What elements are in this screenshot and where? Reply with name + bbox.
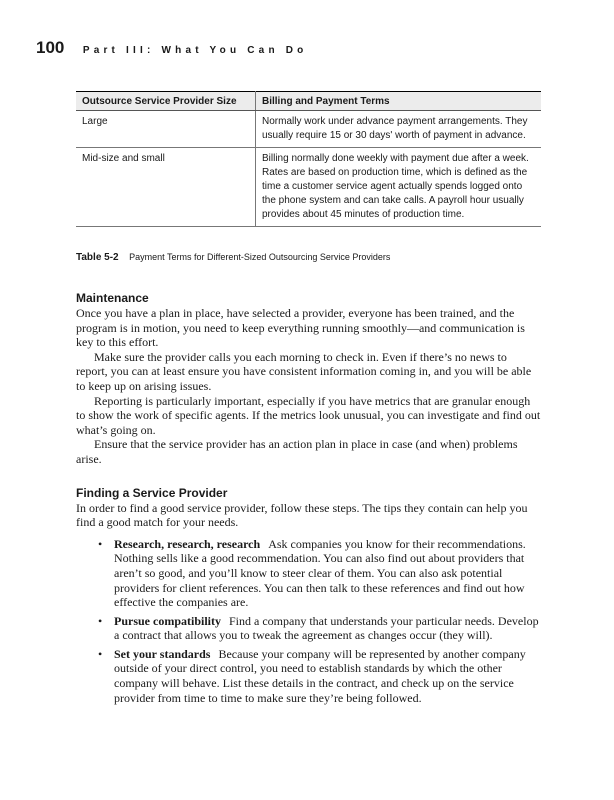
finding-provider-heading: Finding a Service Provider [76, 485, 228, 500]
list-item [98, 536, 541, 610]
table-cell-terms: Billing normally done weekly with payment due after a week. Rates are based on production time, which is defined as the time a customer service agent actually spends logged onto the phone system and can take calls. A payroll hour usually provides about 45 minutes of production time. [256, 148, 542, 227]
table-caption-label: Table 5-2 [76, 252, 119, 263]
table-row [76, 148, 541, 227]
bullet-icon: • [98, 536, 103, 551]
column-header-terms: Billing and Payment Terms [256, 92, 542, 111]
list-item [98, 613, 541, 643]
payment-terms-table [76, 91, 541, 227]
tip-term: Research, research, research [114, 536, 261, 551]
bullet-icon: • [98, 646, 103, 661]
table-row [76, 111, 541, 148]
body-content [76, 290, 541, 709]
tip-text: Ask companies you know for their recommendations. Nothing sells like a good recommendation. You can also find out about providers that aren’t so good, and you’ll know to steer clear of them. You can also ask potential providers for client references. You can then talk to these references and find out how effective the companies are. [114, 536, 526, 610]
table-header-row [76, 92, 541, 111]
tip-text: Because your company will be represented by another company outside of your direct control, you need to establish standards by which the other company will behave. List these details in the contract, and check up on the service provider from time to time to make sure they’re being followed. [114, 646, 526, 705]
tip-term: Set your standards [114, 646, 211, 661]
finding-provider-intro: In order to find a good service provider, follow these steps. The tips they contain can help you find a good match for your needs. [76, 500, 528, 530]
list-item [98, 646, 541, 705]
table-cell-terms: Normally work under advance payment arrangements. They usually require 15 or 30 days' worth of payment in advance. [256, 111, 542, 148]
maintenance-paragraph: Ensure that the service provider has an action plan in place in case (and when) problems arise. [76, 437, 518, 466]
bullet-icon: • [98, 613, 103, 628]
tip-text: Find a company that understands your particular needs. Develop a contract that allows you to tweak the agreement as changes occur (they will). [114, 613, 539, 643]
maintenance-paragraph: Make sure the provider calls you each morning to check in. Even if there’s no news to report, you can at least ensure you have consistent information coming in, and you will be able to keep up on arising issues. [76, 349, 532, 393]
table-caption [76, 252, 390, 263]
tips-list [76, 537, 541, 706]
table-cell-size: Mid-size and small [76, 148, 256, 227]
part-title: Part III: What You Can Do [82, 45, 308, 56]
table-cell-size: Large [76, 111, 256, 148]
maintenance-paragraph: Once you have a plan in place, have selected a provider, everyone has been trained, and the program is in motion, you need to keep everything running smoothly—and communication is key to this effort. [76, 306, 525, 350]
maintenance-paragraph: Reporting is particularly important, especially if you have metrics that are granular enough to show the work of specific agents. If the metrics look unusual, you can investigate and find out what’s going on. [76, 393, 541, 437]
page-number: 100 [36, 38, 65, 57]
page-header [36, 38, 596, 62]
table-caption-text: Payment Terms for Different-Sized Outsourcing Service Providers [129, 252, 391, 262]
column-header-size: Outsource Service Provider Size [76, 92, 256, 111]
maintenance-heading: Maintenance [76, 291, 149, 305]
tip-term: Pursue compatibility [114, 613, 221, 628]
